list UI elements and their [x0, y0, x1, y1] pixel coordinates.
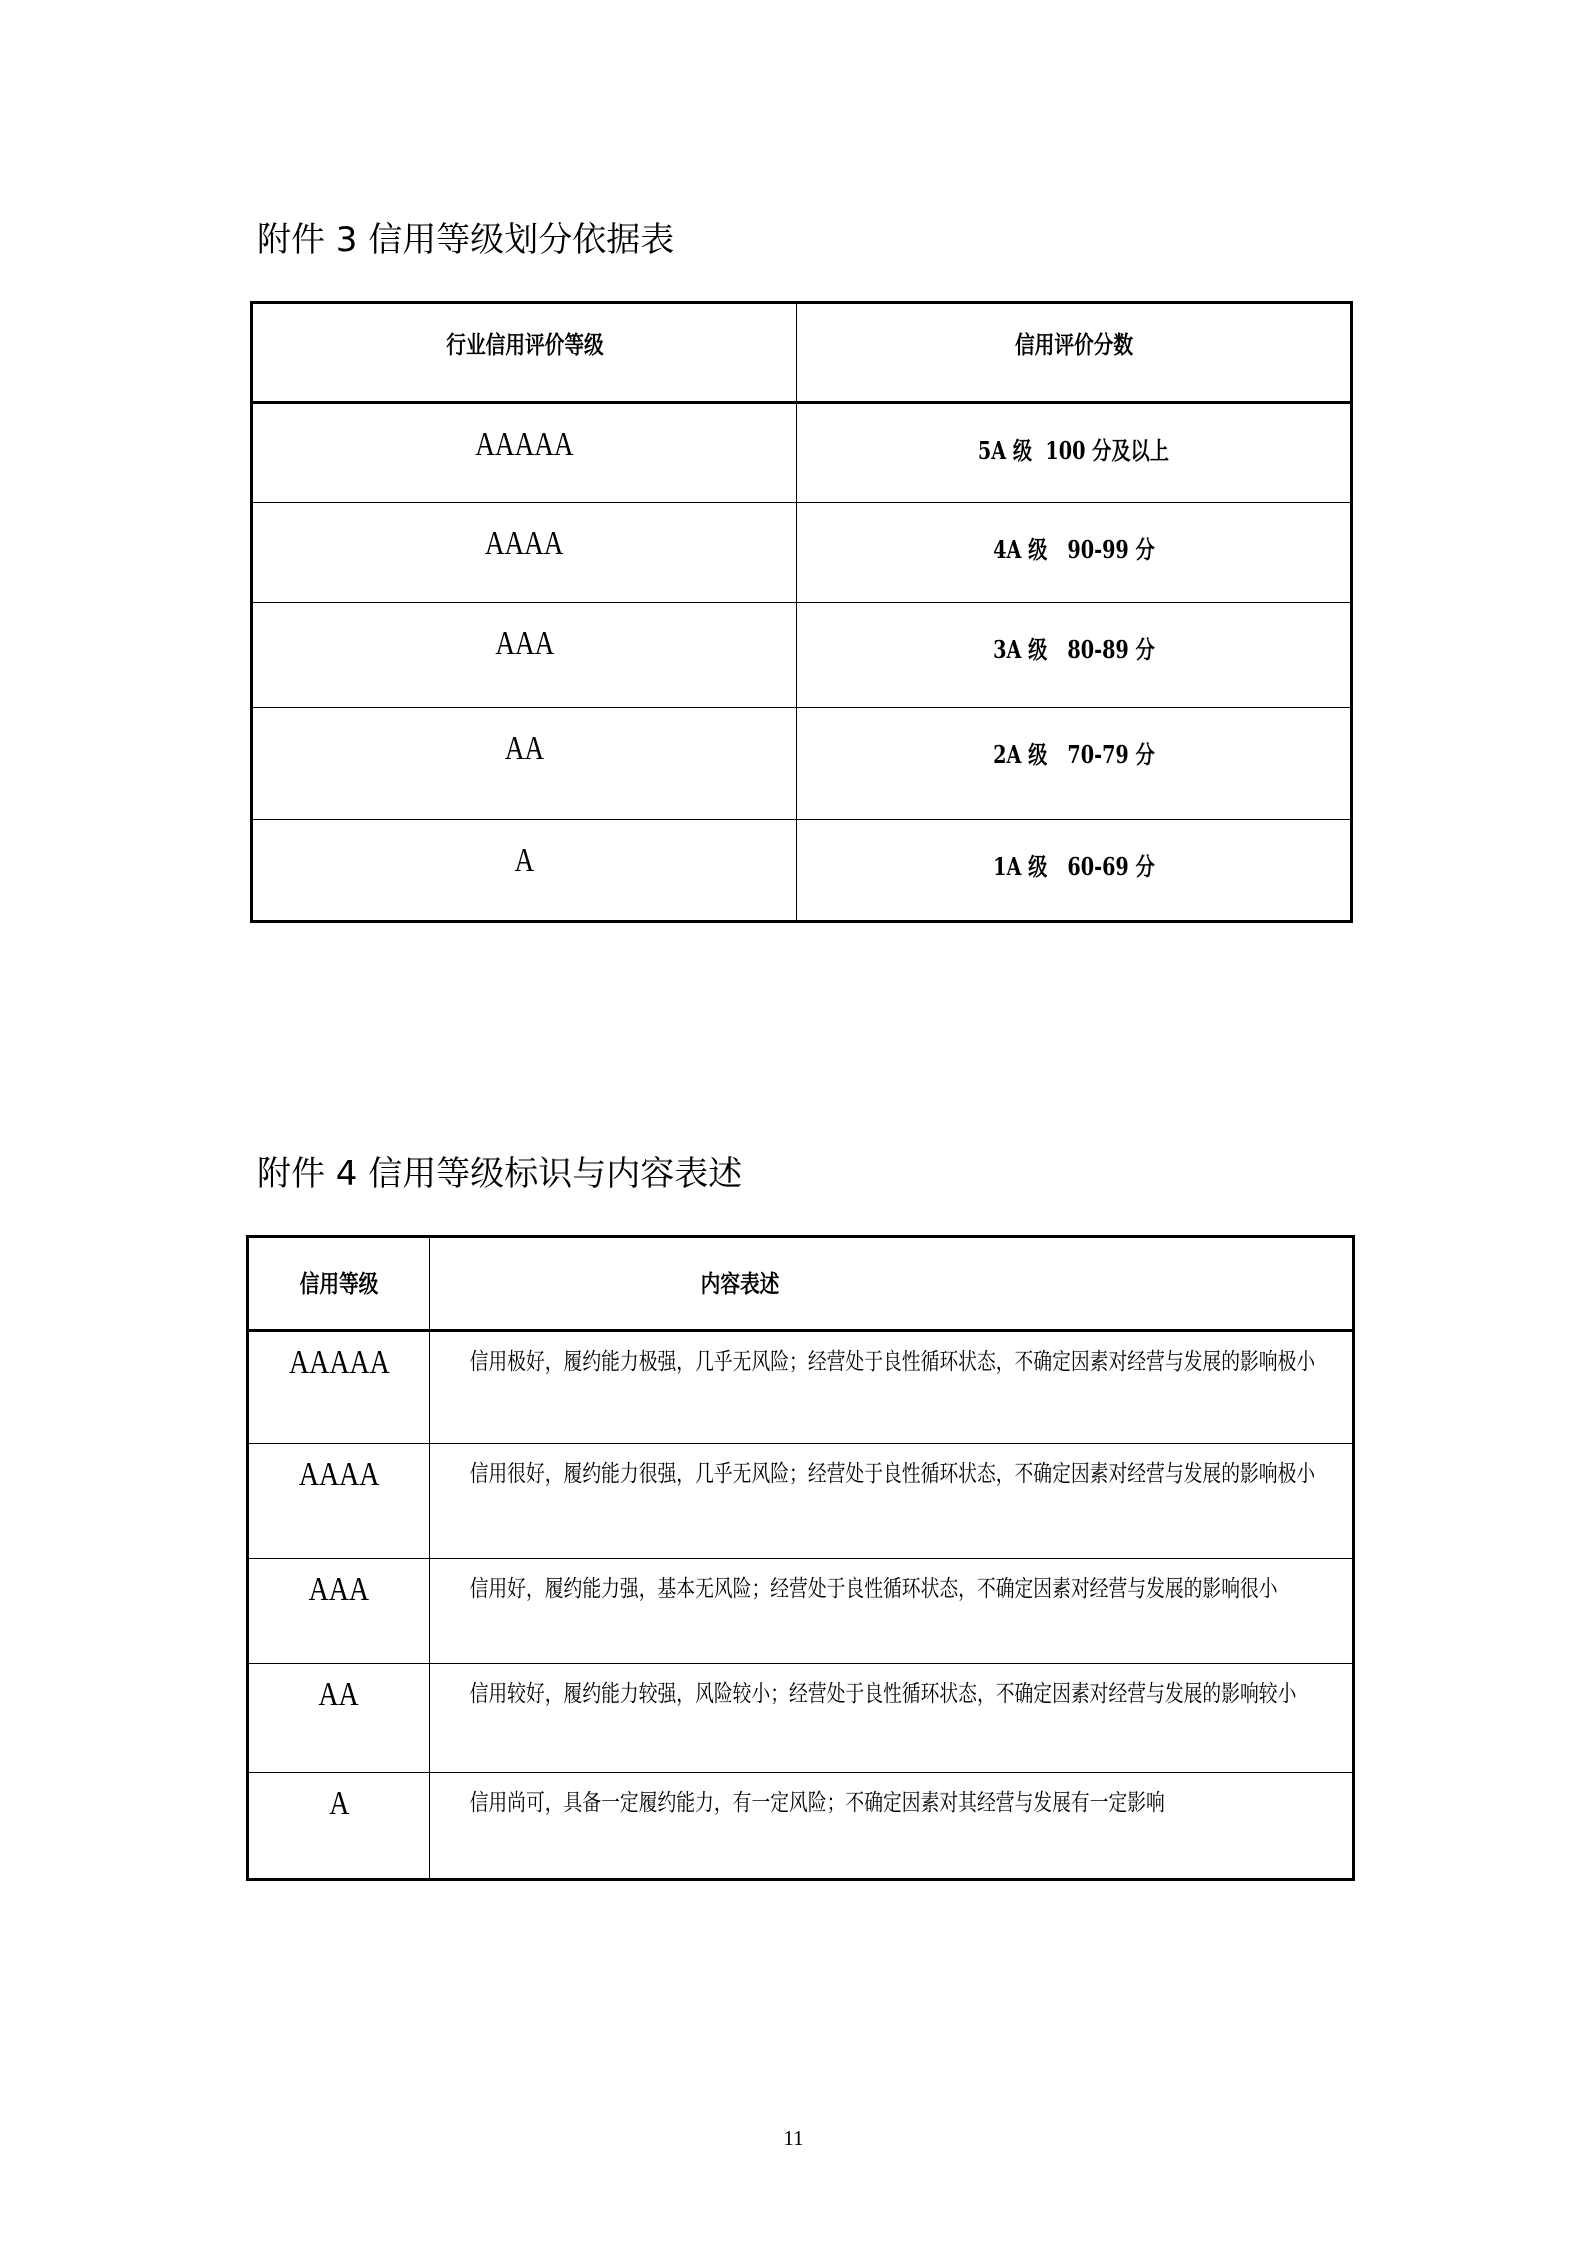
grade-cell: AAAA	[248, 1444, 430, 1559]
table-row	[252, 603, 1352, 708]
table-row	[248, 1664, 1354, 1773]
description-cell: 信用很好，履约能力很强，几乎无风险；经营处于良性循环状态，不确定因素对经营与发展的影响极小	[430, 1444, 1354, 1559]
grade-cell: A	[248, 1773, 430, 1880]
column-header-description: 内容表述	[430, 1237, 1354, 1331]
credit-grade-basis-table	[250, 301, 1353, 923]
table-row	[248, 1331, 1354, 1444]
page-number: 11	[783, 2126, 804, 2150]
annex4-title: 附件 4 信用等级标识与内容表述	[257, 1154, 743, 1194]
annex3-title: 附件 3 信用等级划分依据表	[257, 220, 675, 260]
column-header-industry-grade: 行业信用评价等级	[252, 303, 797, 403]
table-row	[248, 1559, 1354, 1664]
grade-cell: A	[252, 820, 797, 922]
credit-grade-description-table	[246, 1235, 1355, 1881]
grade-cell: AAAAA	[252, 403, 797, 503]
score-cell: 1A 级 60-69 分	[797, 820, 1352, 922]
description-cell: 信用好，履约能力强，基本无风险；经营处于良性循环状态，不确定因素对经营与发展的影响很小	[430, 1559, 1354, 1664]
description-cell: 信用尚可，具备一定履约能力，有一定风险；不确定因素对其经营与发展有一定影响	[430, 1773, 1354, 1880]
column-header-score: 信用评价分数	[797, 303, 1352, 403]
grade-cell: AA	[248, 1664, 430, 1773]
score-cell: 2A 级 70-79 分	[797, 708, 1352, 820]
table-row	[252, 503, 1352, 603]
table-header-row	[252, 303, 1352, 403]
table-row	[248, 1444, 1354, 1559]
description-cell: 信用较好，履约能力较强，风险较小；经营处于良性循环状态，不确定因素对经营与发展的影响较小	[430, 1664, 1354, 1773]
table-row	[252, 403, 1352, 503]
column-header-credit-grade: 信用等级	[248, 1237, 430, 1331]
grade-cell: AA	[252, 708, 797, 820]
table-row	[252, 820, 1352, 922]
grade-cell: AAAA	[252, 503, 797, 603]
score-cell: 3A 级 80-89 分	[797, 603, 1352, 708]
table-row	[252, 708, 1352, 820]
grade-cell: AAA	[252, 603, 797, 708]
score-cell: 5A 级 100 分及以上	[797, 403, 1352, 503]
description-cell: 信用极好，履约能力极强，几乎无风险；经营处于良性循环状态，不确定因素对经营与发展的影响极小	[430, 1331, 1354, 1444]
table-row	[248, 1773, 1354, 1880]
table-header-row	[248, 1237, 1354, 1331]
score-cell: 4A 级 90-99 分	[797, 503, 1352, 603]
grade-cell: AAA	[248, 1559, 430, 1664]
grade-cell: AAAAA	[248, 1331, 430, 1444]
